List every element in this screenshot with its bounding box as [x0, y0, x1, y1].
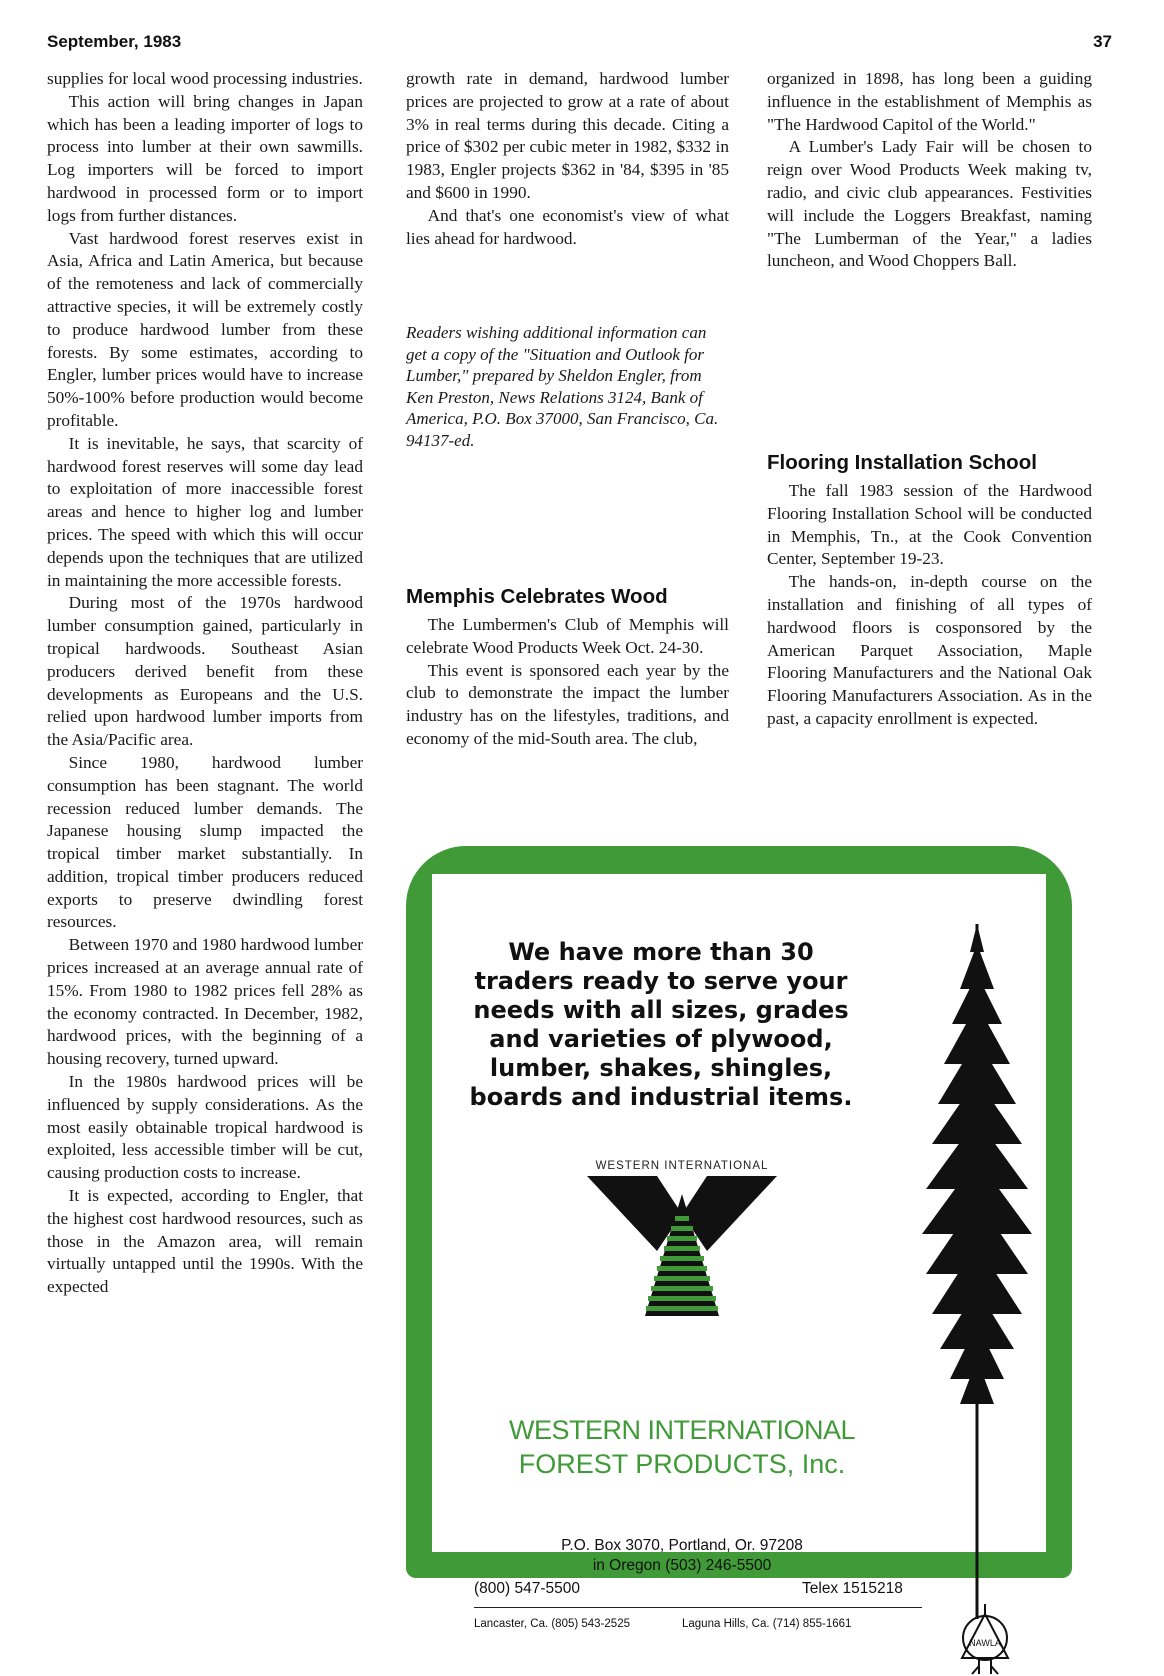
- paragraph: In the 1980s hardwood prices will be influenced by supply considerations. As the most easily obtainable tropical hardwood is exploited, less accessible timber will be cut, causing production costs to increase.: [47, 1072, 363, 1183]
- nawla-text: NAWLA: [969, 1638, 1001, 1648]
- company-address: [472, 1536, 892, 1576]
- paragraph: Vast hardwood forest reserves exist in Asia, Africa and Latin America, but because of the remoteness and lack of commercially attractive species, it will be extremely costly to produce hardwood lumber from these forests. By some estimates, according to Engler, lumber prices would have to increase 50%-100% before production would become profitable.: [47, 228, 363, 430]
- nawla-seal-icon: [954, 1602, 1016, 1676]
- paragraph: During most of the 1970s hardwood lumber consumption gained, particularly in tropical hardwoods. Southeast Asian producers derived benefit from these developments as Europeans and the U.S. relied upon hardwood lumber imports from the Asia/Pacific area.: [47, 593, 363, 750]
- advertisement: [406, 846, 1072, 1648]
- company-name-line-1: WESTERN INTERNATIONAL: [508, 1415, 856, 1445]
- ad-headline-line: needs with all sizes, grades: [473, 996, 849, 1024]
- paragraph: And that's one economist's view of what lies ahead for hardwood.: [406, 205, 729, 248]
- ad-headline-line: and varieties of plywood,: [489, 1025, 833, 1053]
- fir-tree-icon: [912, 894, 1042, 1624]
- paragraph: The fall 1983 session of the Hardwood Flooring Installation School will be conducted in Memphis, Tn., at the Cook Convention Center, September 19-23.: [767, 481, 1092, 569]
- memphis-heading: Memphis Celebrates Wood: [406, 585, 668, 608]
- article-column-3: [767, 68, 1092, 273]
- logo-label: WESTERN INTERNATIONAL: [595, 1160, 769, 1172]
- article-column-2: [406, 68, 729, 250]
- paragraph: The Lumbermen's Club of Memphis will celebrate Wood Products Week Oct. 24-30.: [406, 615, 729, 657]
- paragraph: organized in 1898, has long been a guiding influence in the establishment of Memphis as "The Hardwood Capitol of the World.": [767, 69, 1092, 134]
- paragraph: supplies for local wood processing industries.: [47, 69, 363, 88]
- address-line: P.O. Box 3070, Portland, Or. 97208: [561, 1537, 803, 1554]
- address-line: in Oregon (503) 246-5500: [592, 1557, 772, 1574]
- company-logo-icon: [587, 1176, 777, 1316]
- paragraph: Since 1980, hardwood lumber consumption has been stagnant. The world recession reduced lumber demands. The Japanese housing slump impacted the tropical timber market substantially. In addition, tropical timber producers reduced exports to preserve dwindling forest resources.: [47, 752, 363, 932]
- ad-headline-line: lumber, shakes, shingles,: [489, 1054, 833, 1082]
- running-header-date: September, 1983: [47, 32, 182, 51]
- readers-note: Readers wishing additional information can get a copy of the "Situation and Outlook for Lumber," prepared by Sheldon Engler, from Ken Preston, News Relations 3124, Bank of America, P.O. Box 37000, San Francisco, Ca. 94137-ed.: [406, 323, 719, 450]
- article-column-1: [47, 68, 363, 1299]
- branch-laguna-hills: Laguna Hills, Ca. (714) 855-1661: [682, 1618, 852, 1630]
- paragraph: The hands-on, in-depth course on the installation and finishing of all types of hardwood floors is cosponsored by the American Parquet Association, Maple Flooring Manufacturers and the National Oak Flooring Manufacturers Association. As in the past, a capacity enrollment is expected.: [767, 572, 1092, 728]
- paragraph: It is inevitable, he says, that scarcity of hardwood forest reserves will some day lead to exploitation of more inaccessible forest areas and hence to higher log and lumber prices. The speed with which this will occur depends upon the techniques that are utilized in maintaining the more accessible forests.: [47, 433, 363, 590]
- branch-lancaster: Lancaster, Ca. (805) 543-2525: [474, 1618, 630, 1630]
- flooring-heading: Flooring Installation School: [767, 451, 1037, 474]
- ad-panel: [432, 874, 1046, 1648]
- ad-headline-line: traders ready to serve your: [474, 967, 848, 995]
- divider: [474, 1607, 922, 1608]
- paragraph: growth rate in demand, hardwood lumber prices are projected to grow at a rate of about 3% in real terms during this decade. Citing a price of $302 per cubic meter in 1982, $332 in 1983, Engler projects $362 in '84, $395 in '85 and $600 in 1990.: [406, 69, 729, 202]
- ad-headline-line: boards and industrial items.: [469, 1083, 853, 1111]
- paragraph: Between 1970 and 1980 hardwood lumber prices increased at an average annual rate of 15%. From 1980 to 1982 prices fell 28% as the economy contracted. In December, 1982, hardwood prices, with the beginning of a housing recovery, turned upward.: [47, 935, 363, 1069]
- ad-headline-line: We have more than 30: [508, 938, 814, 966]
- paragraph: It is expected, according to Engler, that the highest cost hardwood resources, such as those in the Amazon area, will remain virtually untapped until the 1990s. With the expected: [47, 1186, 363, 1297]
- paragraph: This event is sponsored each year by the club to demonstrate the impact the lumber industry has on the lifestyles, traditions, and economy of the mid-South area. The club,: [406, 660, 729, 748]
- page-number: 37: [1093, 32, 1112, 51]
- ad-headline: [466, 938, 856, 1112]
- paragraph: A Lumber's Lady Fair will be chosen to reign over Wood Products Week making tv, radio, and civic club appearances. Festivities will include the Loggers Breakfast, naming "The Lumberman of the Year," a ladies luncheon, and Wood Choppers Ball.: [767, 137, 1092, 271]
- flooring-article: [767, 480, 1092, 731]
- telex-number: Telex 1515218: [802, 1580, 903, 1597]
- company-name-line-2: FOREST PRODUCTS, Inc.: [518, 1449, 846, 1479]
- memphis-article: [406, 614, 729, 751]
- phone-number: (800) 547-5500: [474, 1580, 580, 1597]
- paragraph: This action will bring changes in Japan which has been a leading importer of logs to process into lumber at their own sawmills. Log importers will be forced to import hardwood in processed form or to import logs from further distances.: [47, 91, 363, 225]
